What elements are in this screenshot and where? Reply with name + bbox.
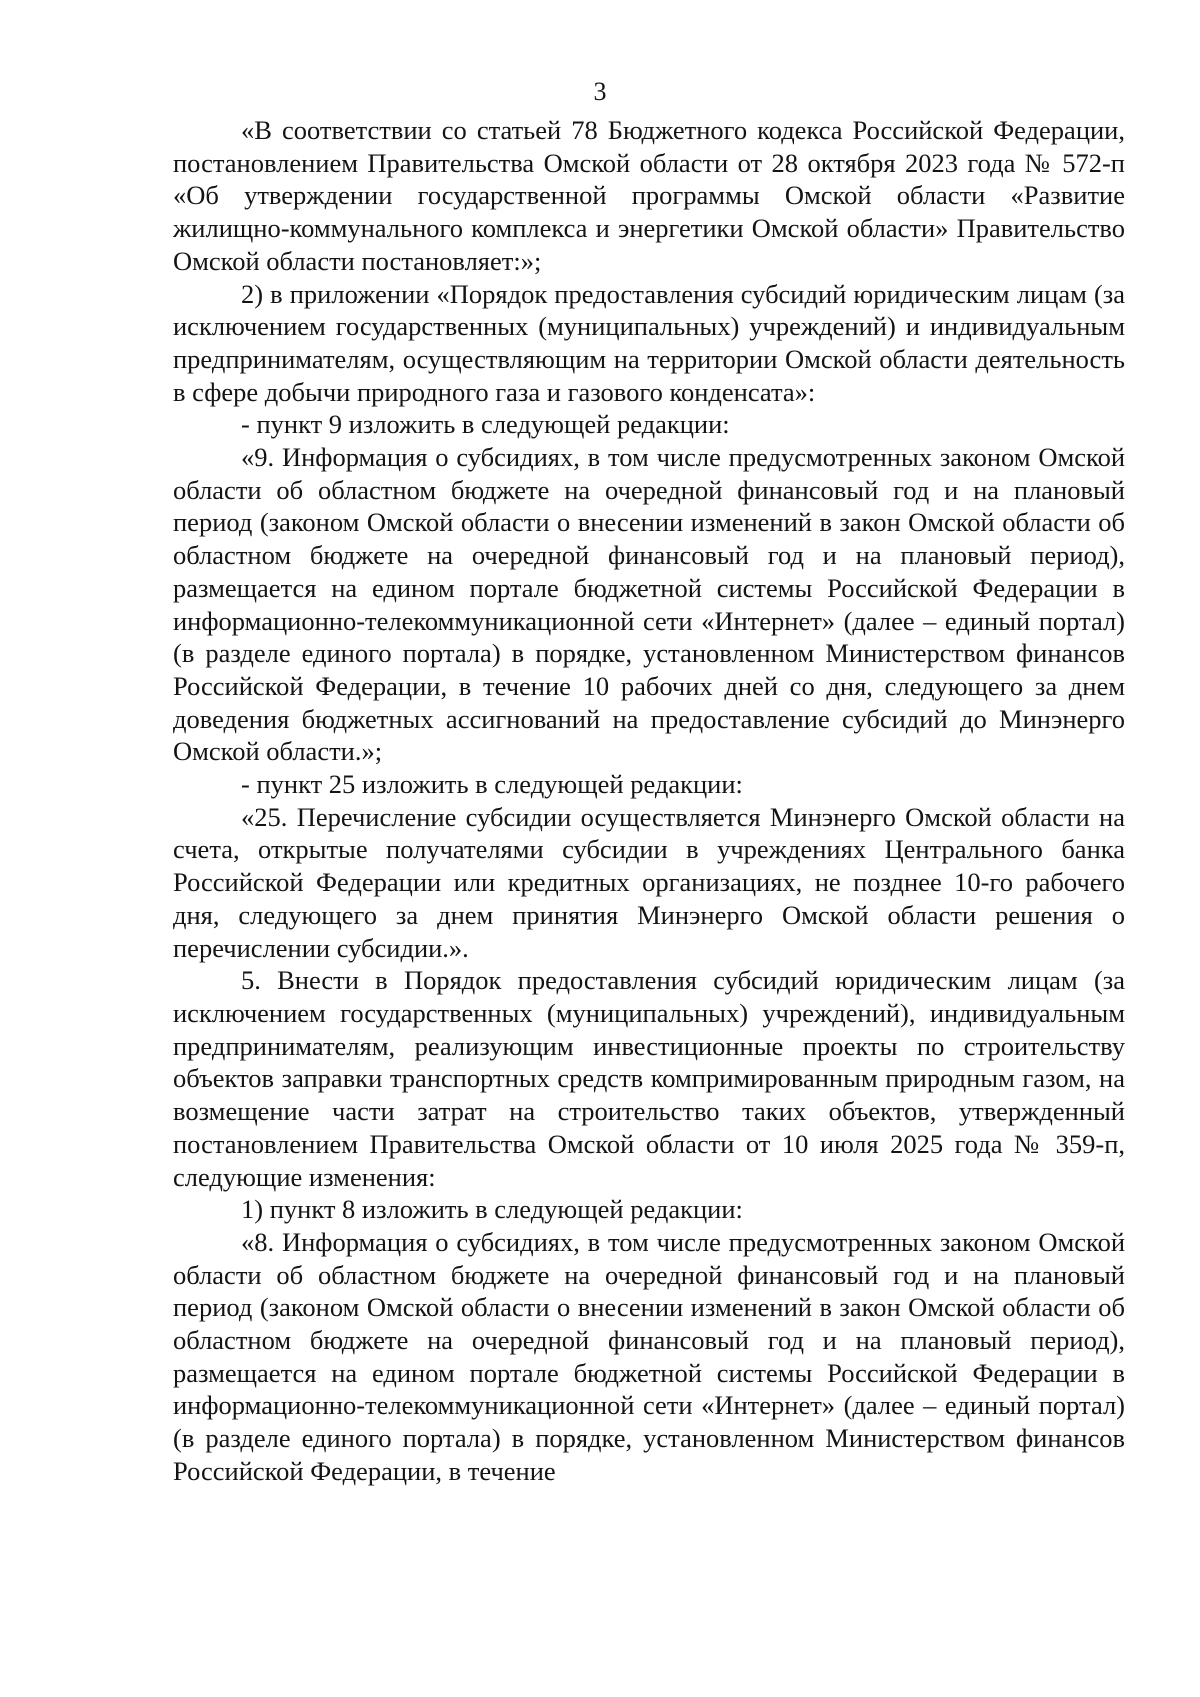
paragraph-point-8-intro: 1) пункт 8 изложить в следующей редакции: [241,1194,743,1225]
paragraph-preamble: «В соответствии со статьей 78 Бюджетного кодекса Российской Федерации, постановлением Правительства Омской области от 28 октября 2023 года № 572-п «Об утверждении государственной программы Омской области «Развитие жилищно-коммунального комплекса и энергетики Омской области» Правительство Омской области постановляет:»; [173,115,1125,276]
paragraph-point-25-intro: - пункт 25 изложить в следующей редакции: [241,769,743,800]
paragraph-point-8-text: «8. Информация о субсидиях, в том числе предусмотренных законом Омской области об областном бюджете на очередной финансовый год и на плановый период (законом Омской области о внесении изменений в закон Омской области об областном бюджете на очередной финансовый год и на плановый период), размещается на едином портале бюджетной системы Российской Федерации в информационно-телекоммуникационной сети «Интернет» (далее – единый портал) (в разделе единого портала) в порядке, установленном Министерством финансов Российской Федерации, в течение [173,1226,1125,1486]
paragraph-point-25-text: «25. Перечисление субсидии осуществляется Минэнерго Омской области на счета, открытые получателями субсидии в учреждениях Центрального банка Российской Федерации или кредитных организациях, не позднее 10-го рабочего дня, следующего за днем принятия Минэнерго Омской области решения о перечислении субсидии.». [173,801,1125,963]
document-body [173,114,1125,1488]
paragraph-item-2: 2) в приложении «Порядок предоставления субсидий юридическим лицам (за исключением государственных (муниципальных) учреждений) и индивидуальным предпринимателям, осуществляющим на территории Омской области деятельность в сфере добычи природного газа и газового конденсата»: [173,278,1125,407]
paragraph-point-9-intro: - пункт 9 изложить в следующей редакции: [241,409,730,440]
paragraph-point-9-text: «9. Информация о субсидиях, в том числе предусмотренных законом Омской области об областном бюджете на очередной финансовый год и на плановый период (законом Омской области о внесении изменений в закон Омской области об областном бюджете на очередной финансовый год и на плановый период), размещается на едином портале бюджетной системы Российской Федерации в информационно-телекоммуникационной сети «Интернет» (далее – единый портал) (в разделе единого портала) в порядке, установленном Министерством финансов Российской Федерации, в течение 10 рабочих дней со дня, следующего за днем доведения бюджетных ассигнований на предоставление субсидий до Минэнерго Омской области.»; [173,442,1125,767]
page-number: 3 [593,77,607,106]
paragraph-section-5: 5. Внести в Порядок предоставления субсидий юридическим лицам (за исключением государственных (муниципальных) учреждений), индивидуальным предпринимателям, реализующим инвестиционные проекты по строительству объектов заправки транспортных средств компримированным природным газом, на возмещение части затрат на строительство таких объектов, утвержденный постановлением Правительства Омской области от 10 июля 2025 года № 359-п, следующие изменения: [173,965,1125,1192]
